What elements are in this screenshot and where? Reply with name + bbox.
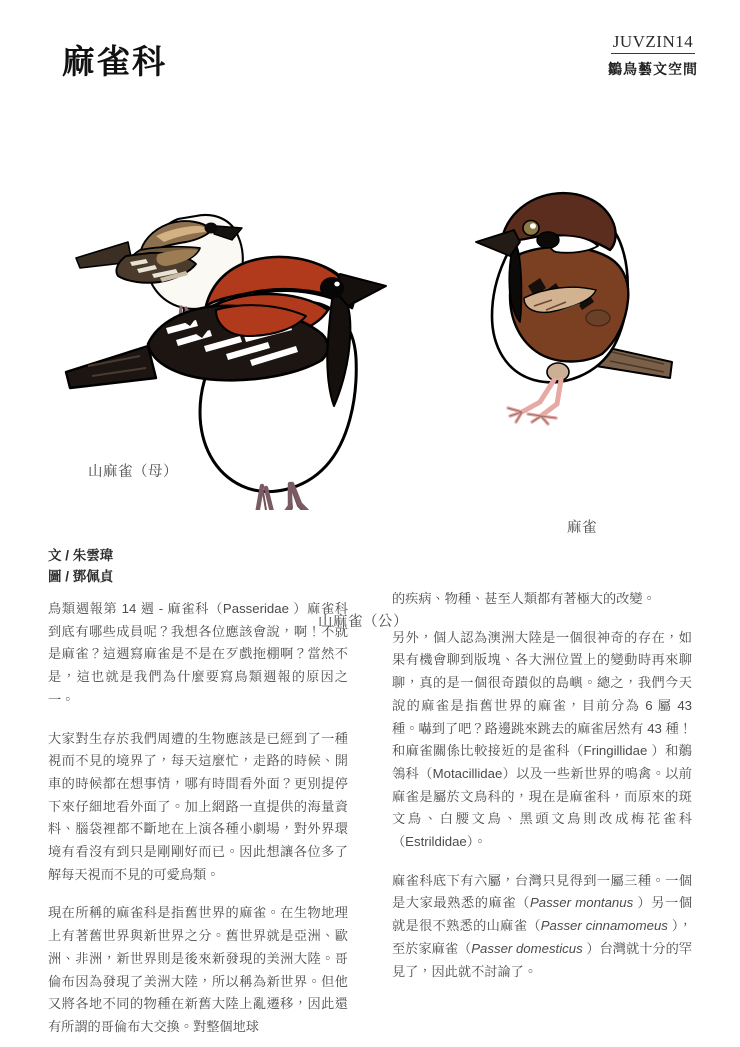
page-title: 麻雀科 bbox=[62, 43, 167, 80]
brand-cjk-text: 鶵鳥藝文空間 bbox=[608, 60, 698, 77]
paragraph: 大家對生存於我們周遭的生物應該是已經到了一種視而不見的境界了，每天這麼忙，走路的時候、開車的時候都在想事情，哪有時間看外面？更別提停下來仔細地看外面了。加上網路一直提供的海量資料、腦袋裡都不斷地在上演各種小劇場，對外界環境有看沒有到只是剛剛好而已。因此想讓各位多了解每天視而不見的可愛鳥類。 bbox=[48, 730, 348, 882]
paragraph: 的疾病、物種、甚至人類都有著極大的改變。 bbox=[392, 591, 656, 606]
byline-writer: 文 / 朱雲瑋 bbox=[48, 548, 114, 563]
article-column-left bbox=[48, 598, 348, 1039]
article-body bbox=[0, 540, 740, 1040]
page-header bbox=[0, 0, 740, 150]
brand-latin-text: JUVZIN14 bbox=[611, 32, 696, 54]
paragraph: 現在所稱的麻雀科是指舊世界的麻雀。在生物地理上有著舊世界與新世界之分。舊世界就是亞洲、歐洲、非洲，新世界則是後來新發現的美洲大陸。哥倫布因為發現了美洲大陸，所以稱為新世界。但他又將各地不同的物種在新舊大陸上亂遷移，因此還有所謂的哥倫布大交換。對整個地球 bbox=[48, 905, 348, 1034]
birds-svg bbox=[0, 150, 740, 510]
byline-illustrator: 圖 / 鄧佩貞 bbox=[48, 568, 114, 584]
article-column-right bbox=[392, 588, 692, 983]
paragraph: 鳥類週報第 14 週 - 麻雀科（Passeridae ）麻雀科到底有哪些成員呢？我想各位應該會說，啊！不就是麻雀？這週寫麻雀是不是在歹戲拖棚啊？當然不是，這也就是我們為什麼要寫鳥類週報的原因之一。 bbox=[48, 601, 348, 707]
brand-block bbox=[588, 32, 718, 79]
byline bbox=[48, 546, 113, 588]
label-male-russet-sparrow: 山麻雀（公） bbox=[318, 614, 408, 630]
label-female-russet-sparrow: 山麻雀（母） bbox=[88, 464, 178, 480]
label-tree-sparrow: 麻雀 bbox=[567, 520, 597, 536]
tree-sparrow-illustration bbox=[476, 193, 672, 424]
paragraph: 麻雀科底下有六屬，台灣只見得到一屬三種。一個是大家最熟悉的麻雀（Passer montanus ）另一個就是很不熟悉的山麻雀（Passer cinnamomeus ），至於家麻雀（Passer domesticus ）台灣就十分的罕見了，因此就不討論了。 bbox=[392, 872, 693, 979]
paragraph: 另外，個人認為澳洲大陸是一個很神奇的存在，如果有機會聊到版塊、各大洲位置上的變動時再來聊聊，真的是一個很奇蹟似的島嶼。總之，我們今天說的麻雀是指舊世界的麻雀，目前分為 6 屬 43 種。嚇到了吧？路邊跳來跳去的麻雀居然有 43 種！和麻雀關係比較接近的是雀科（Fringillidae ）和鶺鴒科（Motacillidae）以及一些新世界的鳴禽。以前麻雀是屬於文鳥科的，現在是麻雀科，而原來的斑文鳥、白腰文鳥、黑頭文鳥則改成梅花雀科（Estrildidae）。 bbox=[392, 629, 692, 850]
